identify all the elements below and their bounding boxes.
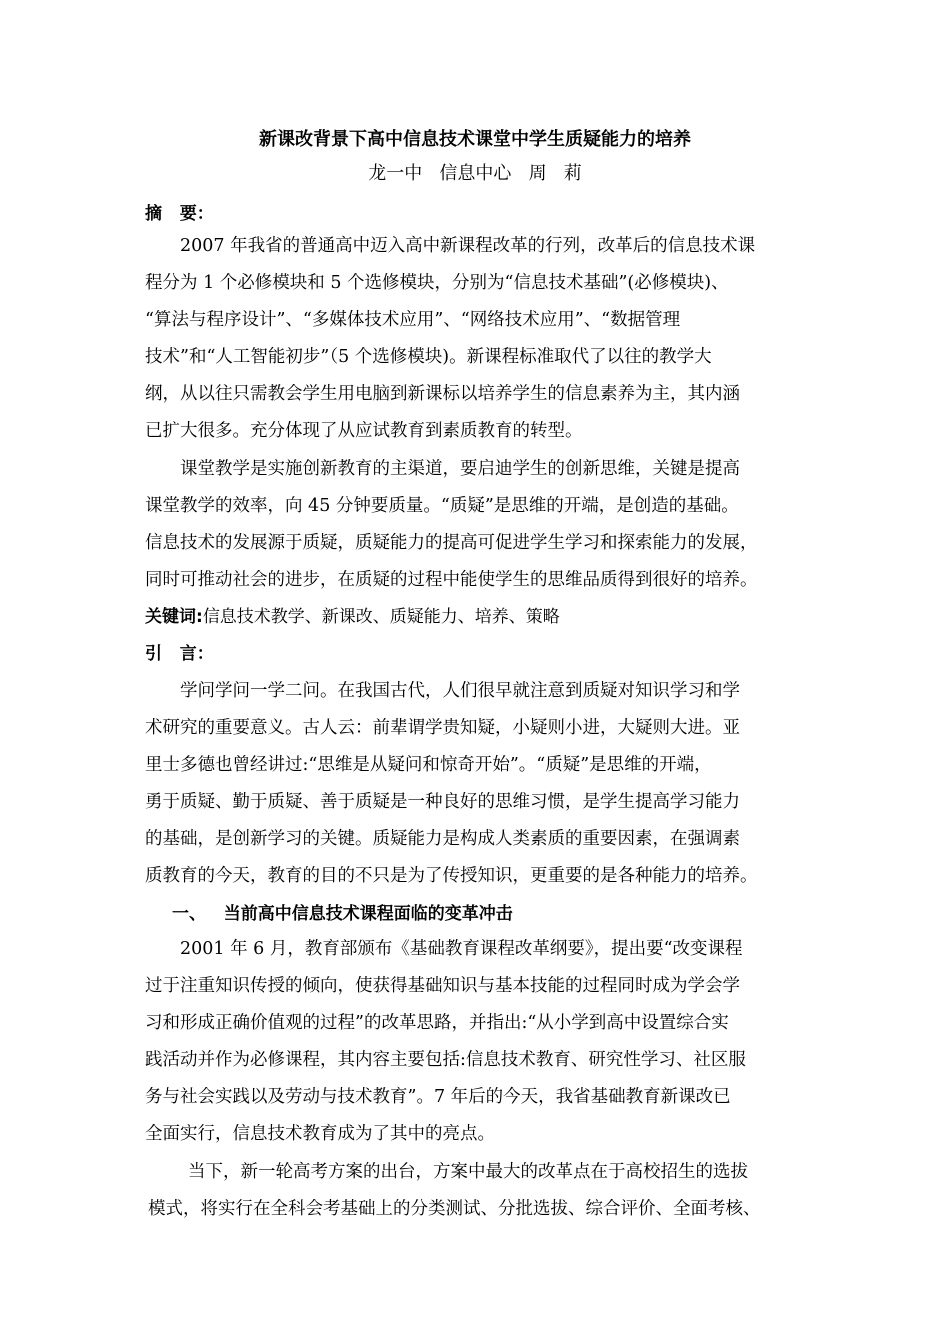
text-line: 习和形成正确价值观的过程”的改革思路，并指出:“从小学到高中设置综合实 [145, 1013, 729, 1033]
text-line: 里士多德也曾经讲过:“思维是从疑问和惊奇开始”。“质疑”是思维的开端， [145, 755, 712, 775]
text-line: 模式，将实行在全科会考基础上的分类测试、分批选拔、综合评价、全面考核、 [148, 1199, 761, 1219]
text-line: 术研究的重要意义。古人云：前辈谓学贵知疑，小疑则小进，大疑则大进。亚 [145, 718, 740, 738]
keywords-text: 信息技术教学、新课改、质疑能力、培养、策略 [202, 607, 560, 627]
text-line: 2001 年 6 月，教育部颁布《基础教育课程改革纲要》，提出要“改变课程 [180, 939, 743, 959]
section-1-heading: 一、 当前高中信息技术课程面临的变革冲击 [172, 904, 513, 924]
text-line: 已扩大很多。充分体现了从应试教育到素质教育的转型。 [145, 421, 583, 441]
text-line: 质教育的今天，教育的目的不只是为了传授知识，更重要的是各种能力的培养。 [145, 866, 758, 886]
text-line: 程分为 1 个必修模块和 5 个选修模块，分别为“信息技术基础”(必修模块)、 [145, 273, 729, 293]
text-line: 勇于质疑、勤于质疑、善于质疑是一种良好的思维习惯，是学生提高学习能力 [145, 792, 740, 812]
text-line: 的基础，是创新学习的关键。质疑能力是构成人类素质的重要因素，在强调素 [145, 829, 740, 849]
text-line: 信息技术的发展源于质疑，质疑能力的提高可促进学生学习和探索能力的发展， [145, 533, 758, 553]
text-line: 纲，从以往只需教会学生用电脑到新课标以培养学生的信息素养为主，其内涵 [145, 384, 740, 404]
text-line: 2007 年我省的普通高中迈入高中新课程改革的行列，改革后的信息技术课 [180, 236, 756, 256]
text-line: 务与社会实践以及劳动与技术教育”。7 年后的今天，我省基础教育新课改已 [145, 1087, 731, 1107]
keywords-label: 关键词: [145, 607, 203, 627]
intro-heading: 引 言： [145, 644, 214, 664]
document-title: 新课改背景下高中信息技术课堂中学生质疑能力的培养 [259, 129, 691, 150]
text-line: 课堂教学的效率，向 45 分钟要质量。“质疑”是思维的开端，是创造的基础。 [145, 496, 739, 516]
text-line: 技术”和“人工智能初步”（5 个选修模块)。新课程标准取代了以往的教学大 [145, 347, 712, 367]
text-line: 践活动并作为必修课程，其内容主要包括:信息技术教育、研究性学习、社区服 [145, 1050, 746, 1070]
text-line: 学问学问一学二问。在我国古代，人们很早就注意到质疑对知识学习和学 [180, 681, 740, 701]
text-line: 过于注重知识传授的倾向，使获得基础知识与基本技能的过程同时成为学会学 [145, 976, 740, 996]
text-line: 课堂教学是实施创新教育的主渠道，要启迪学生的创新思维，关键是提高 [180, 459, 740, 479]
author-line: 龙一中 信息中心 周 莉 [368, 163, 582, 184]
text-line: 同时可推动社会的进步，在质疑的过程中能使学生的思维品质得到很好的培养。 [145, 570, 758, 590]
text-line: 全面实行，信息技术教育成为了其中的亮点。 [145, 1124, 495, 1144]
text-line: 当下，新一轮高考方案的出台，方案中最大的改革点在于高校招生的选拔 [188, 1162, 748, 1182]
keywords-line [145, 603, 560, 631]
abstract-heading: 摘 要： [145, 204, 214, 224]
text-line: “算法与程序设计”、“多媒体技术应用”、“网络技术应用”、“数据管理 [145, 310, 681, 330]
